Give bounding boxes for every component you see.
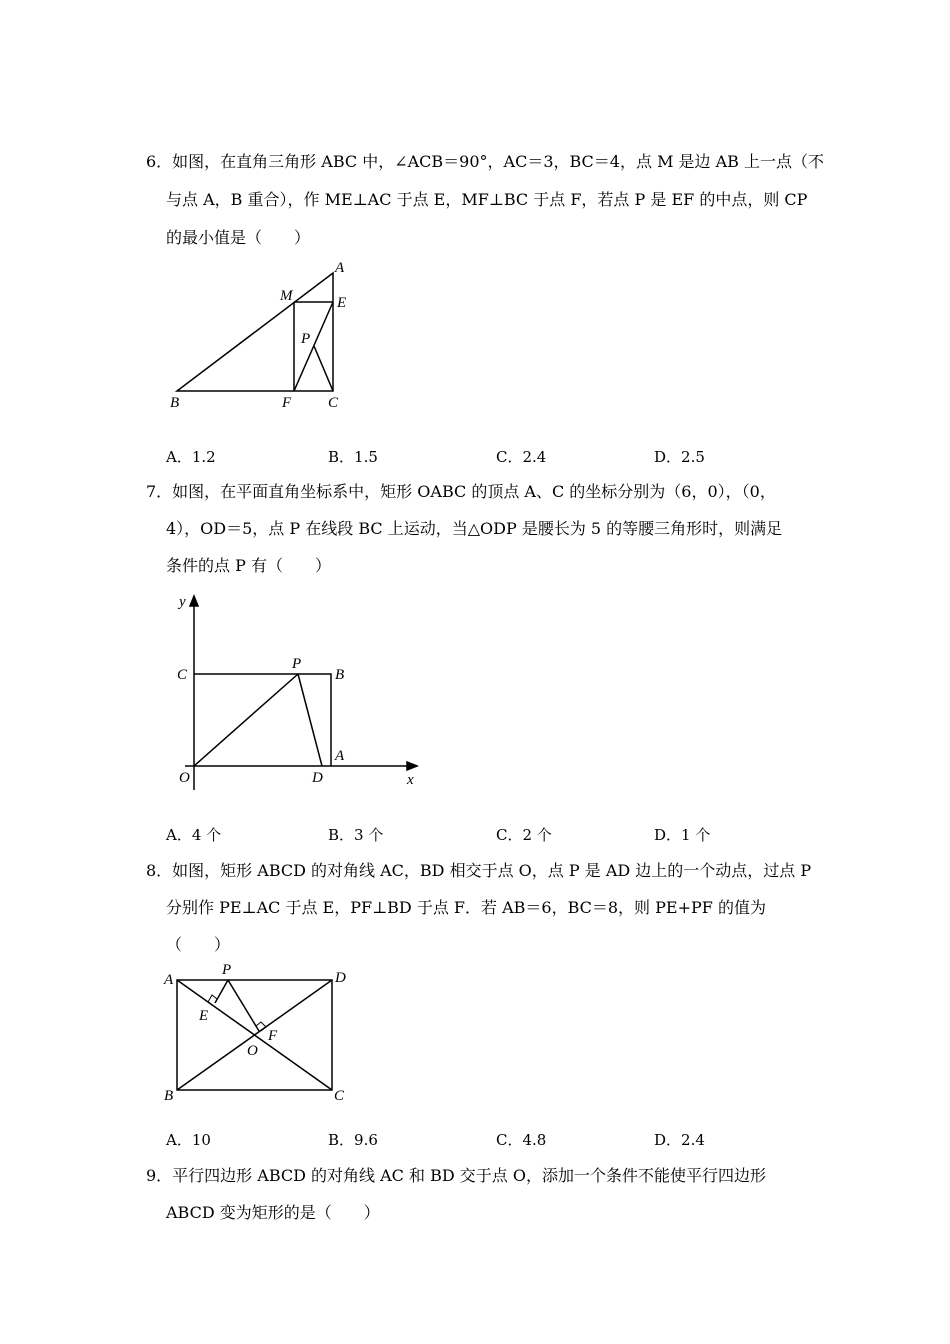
- q9-text-line2: ABCD 变为矩形的是（ ）: [166, 1203, 380, 1222]
- q8-label-o: O: [247, 1043, 258, 1059]
- q8-text-line3: （ ）: [166, 935, 231, 954]
- q6-text-line2: 与点 A，B 重合），作 ME⊥AC 于点 E，MF⊥BC 于点 F，若点 P 是 EF 的中点，则 CP: [166, 190, 808, 209]
- q7-segment-op: [194, 674, 298, 766]
- q7-label-a: A: [335, 748, 345, 764]
- q8-label-b: B: [164, 1088, 174, 1104]
- q6-segment-cp: [314, 346, 333, 391]
- q7-option-a: A．4 个: [166, 826, 222, 844]
- q7-text-line3: 条件的点 P 有（ ）: [166, 556, 331, 575]
- q7-label-o: O: [179, 770, 190, 786]
- q9-text-line1: 9．平行四边形 ABCD 的对角线 AC 和 BD 交于点 O，添加一个条件不能使平行四边形: [146, 1166, 766, 1185]
- q7-label-b: B: [335, 667, 345, 683]
- q6-label-a: A: [335, 260, 345, 276]
- q7-segment-pd: [298, 674, 322, 766]
- q6-label-p: P: [301, 331, 311, 347]
- q7-label-y: y: [179, 594, 186, 610]
- q8-option-a: A．10: [166, 1131, 211, 1149]
- q8-label-c: C: [334, 1088, 345, 1104]
- q8-segment-pf: [228, 980, 259, 1031]
- q7-label-c: C: [177, 667, 188, 683]
- q6-label-f: F: [282, 395, 292, 411]
- q8-label-p: P: [222, 962, 232, 978]
- q7-figure: [165, 590, 425, 800]
- q7-text-line2: 4），OD＝5，点 P 在线段 BC 上运动，当△ODP 是腰长为 5 的等腰三角形时，则满足: [166, 519, 783, 538]
- q8-option-c: C．4.8: [496, 1131, 547, 1149]
- q8-segment-pe: [215, 980, 228, 1003]
- q8-figure: [160, 960, 360, 1110]
- q8-label-e: E: [199, 1008, 209, 1024]
- q6-label-e: E: [337, 295, 347, 311]
- q8-option-d: D．2.4: [654, 1131, 705, 1149]
- q6-label-b: B: [170, 395, 180, 411]
- q6-text-line1: 6．如图，在直角三角形 ABC 中，∠ACB＝90°，AC＝3，BC＝4，点 M 是边 AB 上一点（不: [146, 152, 825, 171]
- q6-figure: [160, 255, 370, 415]
- q6-option-a: A．1.2: [166, 448, 216, 466]
- q8-text-line2: 分别作 PE⊥AC 于点 E，PF⊥BD 于点 F．若 AB＝6，BC＝8，则 PE+PF 的值为: [166, 898, 766, 917]
- q7-option-d: D．1 个: [654, 826, 711, 844]
- q7-x-arrow: [407, 762, 417, 770]
- q6-option-d: D．2.5: [654, 448, 705, 466]
- q7-label-d: D: [312, 770, 323, 786]
- q6-option-c: C．2.4: [496, 448, 547, 466]
- q6-text-line3: 的最小值是（ ）: [166, 228, 311, 247]
- q7-option-b: B．3 个: [328, 826, 384, 844]
- q7-label-p: P: [292, 656, 302, 672]
- q8-option-b: B．9.6: [328, 1131, 378, 1149]
- q6-label-c: C: [328, 395, 339, 411]
- q6-option-b: B．1.5: [328, 448, 378, 466]
- q8-label-a: A: [164, 972, 174, 988]
- q6-label-m: M: [280, 288, 293, 304]
- q8-label-f: F: [268, 1028, 278, 1044]
- q7-y-arrow: [190, 596, 198, 606]
- q8-label-d: D: [335, 970, 346, 986]
- q7-option-c: C．2 个: [496, 826, 552, 844]
- q7-text-line1: 7．如图，在平面直角坐标系中，矩形 OABC 的顶点 A、C 的坐标分别为（6，0），（0，: [146, 482, 776, 501]
- q7-label-x: x: [407, 772, 414, 788]
- q8-text-line1: 8．如图，矩形 ABCD 的对角线 AC，BD 相交于点 O，点 P 是 AD 边上的一个动点，过点 P: [146, 861, 812, 880]
